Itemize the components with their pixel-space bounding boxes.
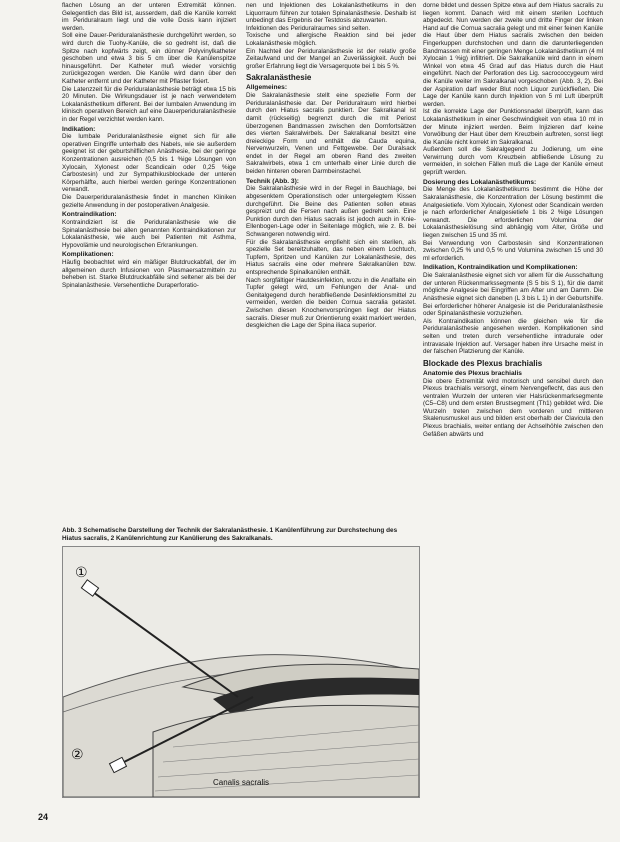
paragraph: Die Sakralanästhesie wird in der Regel in Bauchlage, bei abgesenktem Operationstisch oder untergelegtem Kissen durchgeführt. Die Beine des Patienten sollen etwas gespreizt und die Fersen nach außen gedreht sein. Eine Punktion durch den Hiatus sacralis ist jedoch auch in Knie-Ellenbogen-Lage oder in Seitenlage möglich, wie z. B. bei Schwangeren notwendig wird. xyxy=(246,185,416,239)
paragraph: Toxische und allergische Reaktion sind bei jeder Lokalanästhesie möglich. xyxy=(246,32,416,47)
section-heading-plexus: Blockade des Plexus brachialis xyxy=(423,358,543,368)
heading-general: Allgemeines: xyxy=(246,84,288,92)
heading-technique: Technik (Abb. 3): xyxy=(246,177,299,185)
label-needle-2: ② xyxy=(71,747,84,763)
paragraph: Bei Verwendung von Carbostesin sind Konzentrationen zwischen 0,25 % und 0,5 % und Volumina zwischen 15 und 30 ml erforderlich. xyxy=(423,239,603,262)
paragraph: Für die Sakralanästhesie empfiehlt sich ein sterilen, als spezielle Set bereitzuhalten, das neben einem Lochtuch, Tupfern, Spritzen und Kanülen zur Lokalanästhesie, des Hiatus sacralis eine oder mehrere Sakralkanülen bzw. entsprechende Spinalkanülen enthält. xyxy=(246,238,416,276)
paragraph: Außerdem soll die Sakralgegend zu Jodierung, um eine Verwirrung durch vom Kreuzbein abfließende Lösung zu vermeiden, in solchen Fällen muß die Lage der Kanüle erneut geprüft werden. xyxy=(423,146,603,177)
paragraph: Die obere Extremität wird motorisch und sensibel durch den Plexus brachialis versorgt, einem Nervengeflecht, das aus den ventralen Wurzeln der unteren vier Halsrückenmarksegmente (C5–C8) und dem ersten Brustsegment (Th1) gebildet wird. Die Wurzeln treten zwischen dem vorderen und mittleren Skalenusmuskel aus und bilden erst oberhalb der Clavicula den Plexus brachialis, weiter entlang der Achselhöhle zwischen den Gefäßen abwärts und xyxy=(423,377,603,438)
figure-sacral-anatomy xyxy=(62,546,420,798)
label-canalis-sacralis: Canalis sacralis xyxy=(213,778,270,787)
heading-anatomy: Anatomie des Plexus brachialis xyxy=(423,369,522,377)
heading-contraindications: Kontraindikation: xyxy=(62,211,117,219)
paragraph: flachen Lösung an der unteren Extremität können. Gelegentlich das Bild ist, ausserdem, daß die Kanüle korrekt im Periduralraum liegt und die volle Dosis kann injiziert werden. xyxy=(62,2,236,32)
text-column-3 xyxy=(423,2,603,832)
paragraph: Ein Nachteil der Periduralanästhesie ist der relativ große Zeitaufwand und der Mangel an Zuverlässigkeit. Auch bei großer Erfahrung liegt die Versagerquote bei 1 bis 5 %. xyxy=(246,47,416,70)
paragraph: Nach sorgfältiger Hautdesinfektion, wozu in die Analfalte ein Tupfer gelegt wird, um Fehlungen der Anal- und Genitalgegend durch herabfließende Desinfektionsmittel zu vermeiden, werden die beiden Cornua sacralia getastet. Zwischen diesen Knochenvorsprüngen liegt der Hiatus sacralis. Dieser muß zur Orientierung exakt markiert werden, desgleichen die Lage der Spina iliaca superior. xyxy=(246,276,416,330)
paragraph: Ist die korrekte Lage der Punktionsnadel überprüft, kann das Lokalanästhetikum in einer Geschwindigkeit von etwa 10 ml in der Minute injiziert werden. Beim Injizieren darf keine Vorwölbung der Haut über dem Kreuzbein auftreten, sonst liegt die Kanüle nicht korrekt im Sakralkanal. xyxy=(423,108,603,146)
paragraph: Die Latenzzeit für die Periduralanästhesie beträgt etwa 15 bis 20 Minuten. Die Wirkungsdauer ist je nach verwendetem Lokalanästhetikum different. Bei der lumbalen Anwendung im klinisch operativen Bereich auf eine Dauerperiduralanästhesie in der Regel verzichtet werden kann. xyxy=(62,85,236,123)
heading-indications: Indikation, Kontraindikation und Komplikationen: xyxy=(423,264,578,272)
paragraph: Infektionen des Periduralraumes sind selten. xyxy=(246,24,371,32)
paragraph: Häufig beobachtet wird ein mäßiger Blutdruckabfall, der im allgemeinen durch Infusionen von Plasmaersatzmitteln zu beheben ist. Starke Blutdruckabfälle sind seltener als bei der Spinalanästhesie. Versehentliche Duraperforatio- xyxy=(62,259,236,289)
paragraph: Die Sakralanästhesie eignet sich vor allem für die Ausschaltung der unteren Rückenmarkssegmente (S 5 bis S 1), für die damit mögliche Analgesie bei Eingriffen am After und am Damm. Die Anästhesie eignet sich daneben (L 3 bis L 1) in der Geburtshilfe. Bei erforderlicher höherer Analgesie ist die Periduralanästhesie oder Spinalanästhesie vorzuziehen. xyxy=(423,272,603,318)
paragraph: Kontraindiziert ist die Periduralanästhesie wie die Spinalanästhesie bei allen genannten Kontraindikationen zur Lokalanästhesie, wie auch bei Patienten mit Asthma, Hypovolämie und neurologischen Erkrankungen. xyxy=(62,219,236,249)
text-column-1 xyxy=(62,2,236,526)
paragraph: Soll eine Dauer-Periduralanästhesie durchgeführt werden, so wird durch die Tuohy-Kanüle, die so gedreht ist, daß die Spitze nach kopfwärts zeigt, ein dünner Polyvinylkatheter geschoben und etwa 3 bis 5 cm über die Kanülenspitze hinausgeführt. Der Katheter muß wieder vorsichtig zurückgezogen werden. Die Kanüle wird dann über den Katheter entfernt und der Katheter mit Pflaster fixiert. xyxy=(62,32,236,85)
text-column-2 xyxy=(246,2,416,526)
figure-caption: Abb. 3 Schematische Darstellung der Technik der Sakralanästhesie. 1 Kanülenführung zur Durchstechung des Hiatus sacralis, 2 Kanülenrichtung zur Kanülierung des Sakralkanals. xyxy=(62,527,398,542)
section-heading-sacral: Sakralanästhesie xyxy=(246,73,312,83)
paragraph: Die Dauerperiduralanästhesie findet in manchen Kliniken gezielte Anwendung in der postoperativen Analgesie. xyxy=(62,194,236,209)
paragraph: dorne bildet und dessen Spitze etwa auf dem Hiatus sacralis zu liegen kommt. Danach wird mit einem sterilen Lochtuch abgedeckt. Nun werden der zweite und dritte Finger der linken Hand auf die Cornua sacralia gelegt und mit einer feinen Kanüle die Haut über dem Hiatus sacralis zwischen den beiden Fingerkuppen durchstochen und dann die darunterliegenden Bandmassen mit einer geringen Menge Lokalanästhetikum (4 ml Xylocain 1 %ig) infiltriert. Die Sakralkanüle wird dann in einem Winkel von etwa 45 Grad auf das Hiatus durch die Haut eingeführt. Nach der Perforation des Lig. sacrococcygeum wird die Kanüle weiter im Sakralkanal vorgeschoben (Abb. 3, 2). Bei der Aspiration darf weder Blut noch Liquor zurückfließen. Die Lage der Kanüle kann durch Injektion von 5 ml Luft überprüft werden. xyxy=(423,2,603,108)
paragraph: Die lumbale Periduralanästhesie eignet sich für alle operativen Eingriffe unterhalb des Nabels, wie sie außerdem geeignet ist der geburtshilflichen Anästhesie, bei der geringe Konzentrationen ausreichen (0,5 bis 1 %ige Lösungen von Xylocain, Xylonest oder Scandicain oder 0,25 %ige Carbostesin) und zur Sympathikusblockade der unteren Körperhälfte, auch hierbei werden geringe Konzentrationen verwandt. xyxy=(62,133,236,194)
page-number: 24 xyxy=(38,812,49,822)
paragraph: Als Kontraindikation können die gleichen wie für die Periduralanästhesie angesehen werden. Komplikationen sind selten und treten durch versehentliche intradurale oder intravasale Injektion auf. Versager haben ihre Ursache meist in der falschen Platzierung der Kanüle. xyxy=(423,317,603,356)
heading-indications: Indikation: xyxy=(62,125,96,133)
heading-dosage: Dosierung des Lokalanästhetikums: xyxy=(423,178,537,186)
paragraph: Die Sakralanästhesie stellt eine spezielle Form der Periduralanästhesie dar. Der Periduralraum wird hierbei durch den Hiatus sacralis punktiert. Der Sakralkanal ist damit (rückseitig) begrenzt durch die mit Periost überzogenen Bandmassen zwischen den Dornfortsätzen des vierten Sakralwirbels. Der Sakralkanal besitzt eine dreieckige Form und enthält die Cauda equina, Nervenwurzeln, Venen und Fettgewebe. Der Duralsack endet in der Regel am oberen Rand des zweiten Sakralwirbels, etwa 1 cm unterhalb einer Linie durch die beiden hinteren oberen Darmbeinstachel. xyxy=(246,92,416,176)
paragraph: Die Menge des Lokalanästhetikums bestimmt die Höhe der Sakralanästhesie, die Konzentration der Lösung bestimmt die Analgesietiefe. Vom Xylocain, Xylonest oder Scandicain werden je nach erforderlicher Analgesietiefe 1 bis 2 %ige Lösungen verwandt. Die erforderlichen Volumina der Lokalanästhesielösung sind abhängig vom Alter, Größe und liegen zwischen 15 und 35 ml. xyxy=(423,186,603,240)
paragraph: nen und Injektionen des Lokalanästhetikums in den Liquorraum führen zur totalen Spinalanästhesie. Deshalb ist unbedingt das Ergebnis der Testdosis abzuwarten. xyxy=(246,2,416,25)
heading-complications: Komplikationen: xyxy=(62,251,114,259)
sacral-illustration xyxy=(63,547,419,797)
label-needle-1: ① xyxy=(75,565,88,581)
